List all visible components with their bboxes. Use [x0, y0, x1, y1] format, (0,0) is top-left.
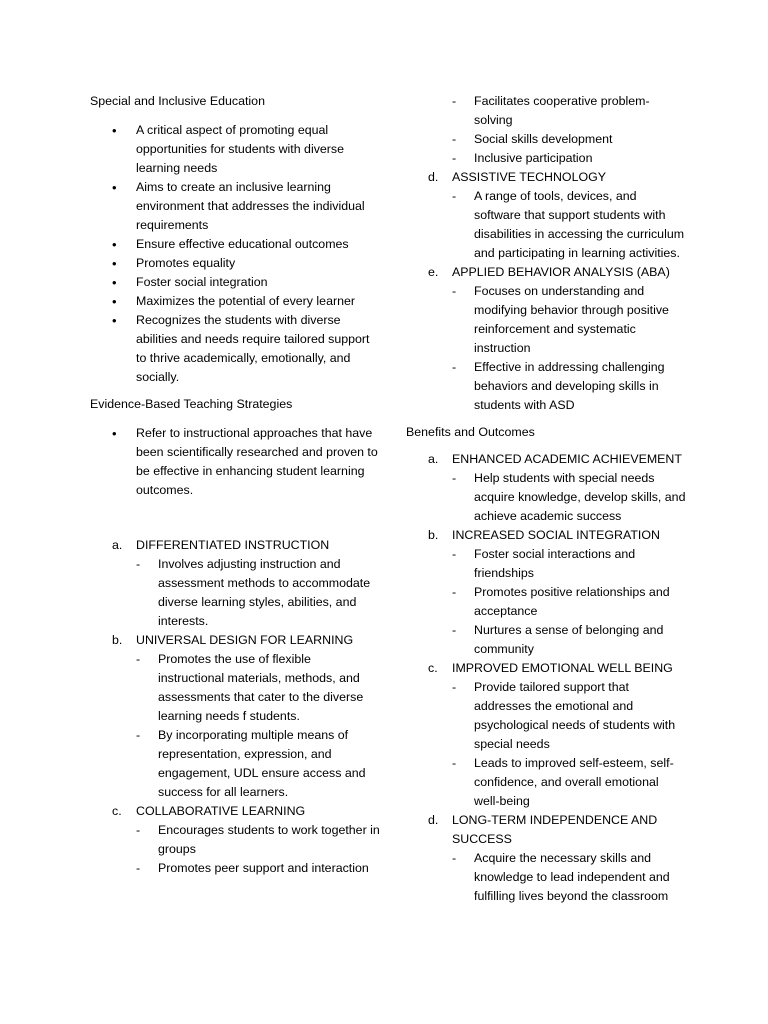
- sub-point-list: [452, 282, 686, 415]
- list-item: • Ensure effective educational outcomes: [112, 237, 349, 252]
- benefit-item-long-term-independence: [406, 811, 686, 906]
- sub-point-list: [452, 469, 686, 526]
- list-letter: e.: [428, 265, 439, 279]
- strategy-list-continued: [406, 168, 686, 415]
- list-letter: a.: [112, 538, 123, 552]
- list-item: • Maximizes the potential of every learner: [112, 294, 356, 309]
- bullet-icon: •: [112, 275, 117, 290]
- bullet-icon: •: [112, 426, 117, 441]
- benefit-title: ENHANCED ACADEMIC ACHIEVEMENT: [452, 452, 682, 466]
- dash-marker: -: [452, 851, 457, 865]
- list-item: • Refer to instructional approaches that have been scientifically researched and proven to be effective in enhancing student learning outcomes.: [112, 426, 378, 497]
- spacer: [90, 508, 380, 536]
- bullet-icon: •: [112, 237, 117, 252]
- strategy-list: [90, 536, 380, 878]
- sub-point-list: [452, 678, 686, 811]
- benefit-item-emotional-well-being: [406, 659, 686, 811]
- left-column: [90, 92, 380, 878]
- bullet-icon: •: [112, 180, 117, 195]
- bullet-icon: •: [112, 123, 117, 138]
- dash-marker: -: [452, 585, 457, 599]
- strategy-item-differentiated-instruction: [90, 536, 380, 631]
- list-item: - Effective in addressing challenging behaviors and developing skills in students with ASD: [452, 360, 665, 412]
- dash-marker: -: [452, 680, 457, 694]
- list-item: - Leads to improved self-esteem, self-confidence, and overall emotional well-being: [452, 756, 674, 808]
- list-letter: d.: [428, 813, 439, 827]
- bullet-icon: •: [112, 294, 117, 309]
- list-letter: b.: [112, 633, 123, 647]
- strategy-title: DIFFERENTIATED INSTRUCTION: [136, 538, 330, 552]
- dash-marker: -: [452, 360, 457, 374]
- list-item: - Social skills development: [406, 130, 686, 149]
- list-item: • A critical aspect of promoting equal opportunities for students with diverse learning needs: [112, 123, 344, 175]
- sub-point-list: [136, 650, 380, 802]
- strategy-item-applied-behavior-analysis: [406, 263, 686, 415]
- list-item: - Foster social interactions and friendships: [452, 547, 636, 580]
- sub-point-list: [452, 545, 686, 659]
- dash-marker: -: [136, 823, 141, 837]
- collaborative-learning-continued-list: [406, 92, 686, 168]
- list-letter: c.: [112, 804, 122, 818]
- strategy-title: UNIVERSAL DESIGN FOR LEARNING: [136, 633, 354, 647]
- list-item: - Focuses on understanding and modifying behavior through positive reinforcement and systematic instruction: [452, 284, 669, 355]
- list-item: • Aims to create an inclusive learning environment that addresses the individual requirements: [112, 180, 365, 232]
- list-item: - Help students with special needs acquire knowledge, develop skills, and achieve academic success: [452, 471, 686, 523]
- list-item: • Recognizes the students with diverse abilities and needs require tailored support to thrive academically, emotionally, and socially.: [112, 313, 370, 384]
- dash-marker: -: [452, 623, 457, 637]
- spacer: [406, 415, 686, 423]
- strategy-title: APPLIED BEHAVIOR ANALYSIS (ABA): [452, 265, 670, 279]
- list-item: - Acquire the necessary skills and knowledge to lead independent and fulfilling lives beyond the classroom: [452, 851, 670, 903]
- special-education-bullet-list: [90, 121, 380, 387]
- dash-marker: -: [452, 547, 457, 561]
- benefit-item-social-integration: [406, 526, 686, 659]
- strategy-title: COLLABORATIVE LEARNING: [136, 804, 306, 818]
- dash-marker: -: [452, 94, 457, 108]
- benefit-title: IMPROVED EMOTIONAL WELL BEING: [452, 661, 673, 675]
- list-item: - Involves adjusting instruction and assessment methods to accommodate diverse learning styles, abilities, and interests.: [136, 557, 371, 628]
- dash-marker: -: [136, 557, 141, 571]
- list-item: - Facilitates cooperative problem-solving: [452, 94, 650, 127]
- dash-marker: -: [452, 471, 457, 485]
- list-item: - Promotes positive relationships and acceptance: [452, 585, 670, 618]
- sub-point-list: [452, 187, 686, 263]
- strategy-item-collaborative-learning: [90, 802, 380, 878]
- dash-marker: -: [136, 861, 141, 875]
- list-item: - Provide tailored support that addresses the emotional and psychological needs of students with special needs: [452, 680, 676, 751]
- list-item: - By incorporating multiple means of representation, expression, and engagement, UDL ensure access and success for all learners.: [136, 728, 366, 799]
- list-letter: d.: [428, 170, 439, 184]
- list-letter: a.: [428, 452, 439, 466]
- sub-point-list: [136, 821, 380, 878]
- heading-special-inclusive-education: Special and Inclusive Education: [90, 94, 265, 108]
- evidence-bullet-list: [90, 424, 380, 500]
- benefit-title: LONG-TERM INDEPENDENCE AND SUCCESS: [452, 813, 658, 846]
- list-item: - Promotes peer support and interaction: [136, 859, 380, 878]
- heading-benefits-outcomes: Benefits and Outcomes: [406, 425, 535, 439]
- heading-evidence-based-strategies: Evidence-Based Teaching Strategies: [90, 397, 293, 411]
- list-letter: b.: [428, 528, 439, 542]
- list-letter: c.: [428, 661, 438, 675]
- benefit-item-academic-achievement: [406, 450, 686, 526]
- dash-marker: -: [136, 728, 141, 742]
- dash-marker: -: [452, 151, 457, 165]
- list-item: - A range of tools, devices, and software that support students with disabilities in accessing the curriculum and participating in learning activities.: [452, 189, 685, 260]
- dash-marker: -: [452, 284, 457, 298]
- bullet-icon: •: [112, 256, 117, 271]
- list-item: - Promotes the use of flexible instructional materials, methods, and assessments that cater to the diverse learning needs f students.: [136, 652, 364, 723]
- strategy-title: ASSISTIVE TECHNOLOGY: [452, 170, 607, 184]
- dash-marker: -: [452, 132, 457, 146]
- benefit-title: INCREASED SOCIAL INTEGRATION: [452, 528, 660, 542]
- list-item: • Foster social integration: [112, 275, 268, 290]
- right-column: [406, 92, 686, 906]
- sub-point-list: [452, 849, 686, 906]
- sub-point-list: [136, 555, 380, 631]
- strategy-item-assistive-technology: [406, 168, 686, 263]
- bullet-icon: •: [112, 313, 117, 328]
- dash-marker: -: [452, 756, 457, 770]
- spacer: [406, 442, 686, 450]
- dash-marker: -: [136, 652, 141, 666]
- dash-marker: -: [452, 189, 457, 203]
- list-item: - Encourages students to work together in groups: [136, 823, 380, 856]
- list-item: - Nurtures a sense of belonging and community: [452, 623, 664, 656]
- list-item: • Promotes equality: [112, 256, 236, 271]
- benefits-list: [406, 450, 686, 906]
- strategy-item-universal-design: [90, 631, 380, 802]
- list-item: - Inclusive participation: [406, 149, 686, 168]
